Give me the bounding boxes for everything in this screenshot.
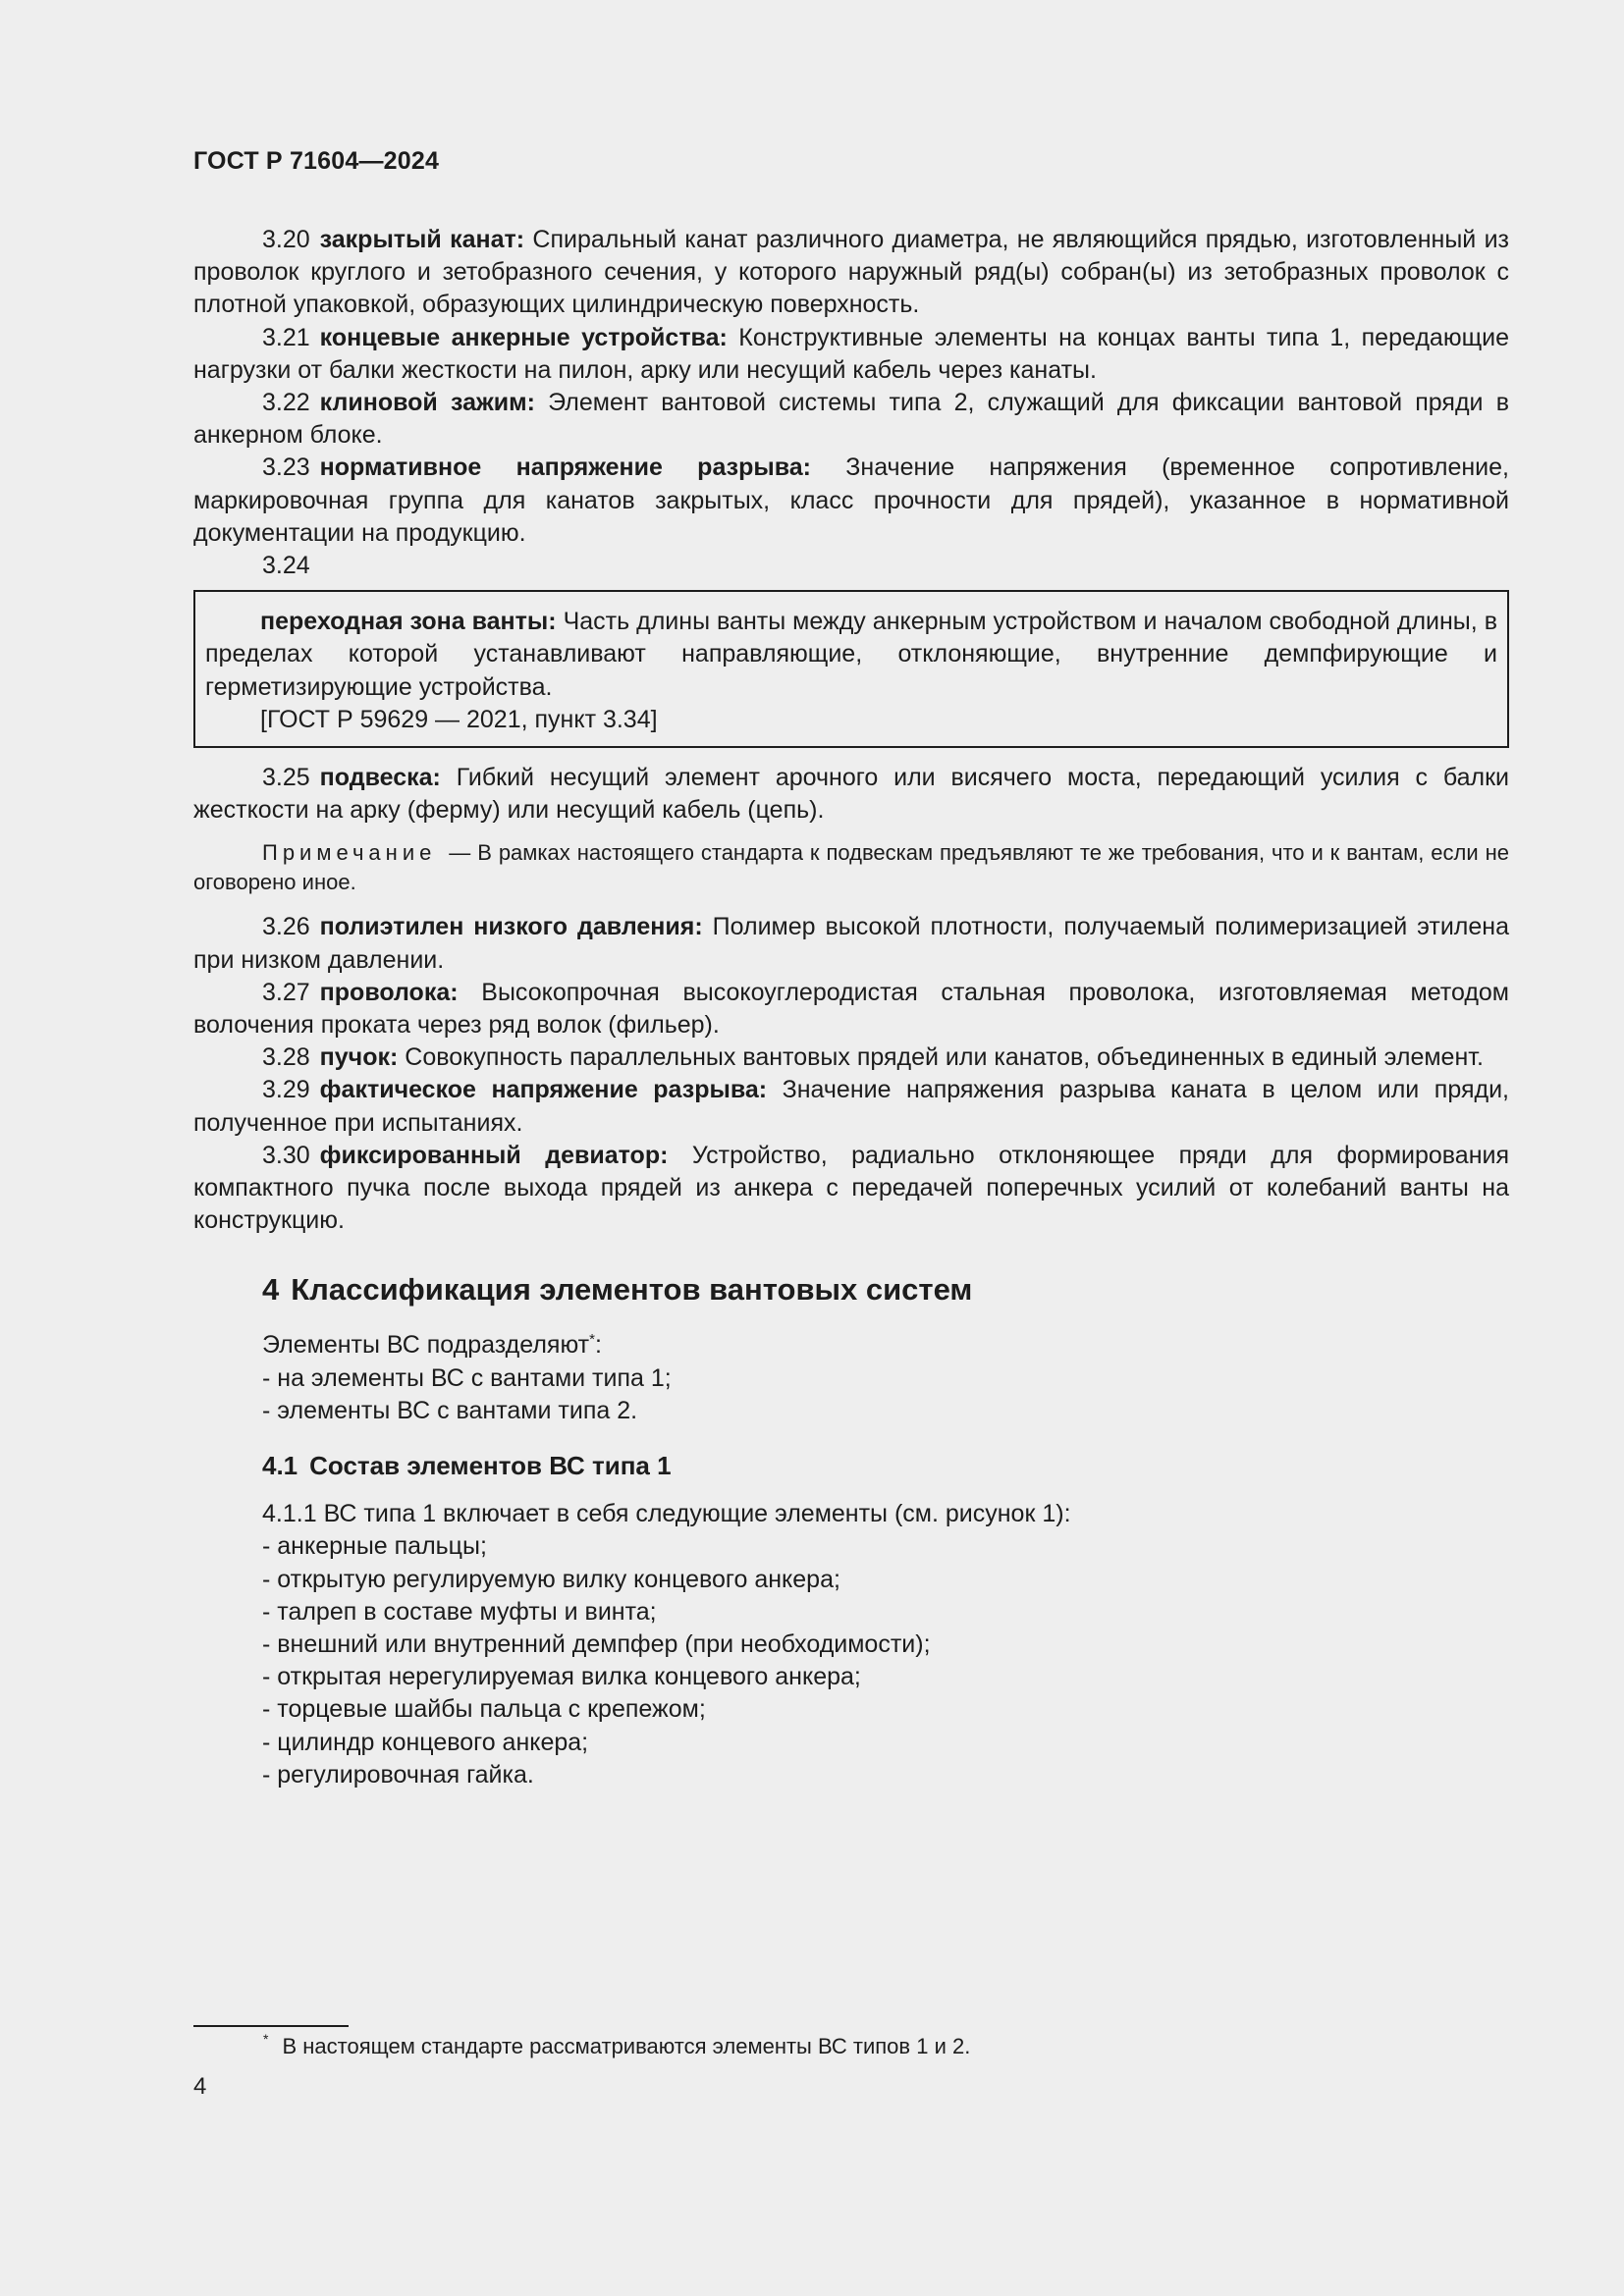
term-definition [193,387,1509,452]
document-header: ГОСТ Р 71604—2024 [193,147,440,175]
term-name: клиновой зажим: [319,389,535,417]
list-item: - открытую регулируемую вилку концевого анкера; [262,1565,840,1593]
section-4-1-heading [262,1449,1509,1482]
section-4-heading [262,1270,1509,1309]
term-name: фиксированный девиатор: [319,1141,669,1169]
term-name: подвеска: [319,764,441,792]
list-item: - талреп в составе муфты и винта; [262,1597,657,1626]
clause-4-1-1 [262,1498,1509,1530]
term-name: нормативное напряжение разрыва: [319,454,811,482]
note-dash: — [449,840,471,866]
subsection-number: 4.1 [262,1451,298,1481]
term-name: закрытый канат: [319,226,525,253]
term-definition [193,1140,1509,1238]
term-number: 3.21 [262,323,310,351]
terms-group-a [193,224,1509,550]
quoted-term-box [193,590,1509,748]
term-text: Спиральный канат различного диаметра, не являющийся прядью, изготовленный из проволок круглого и зетобразного сечения, у которого наружный ряд(ы) собран(ы) из зетобразных проволок с плотной упаковкой, образующих цилиндрическую поверхность. [193,226,1509,319]
term-text: Гибкий несущий элемент арочного или висячего моста, передающий усилия с балки жесткости на арку (ферму) или несущий кабель (цепь). [193,764,1509,825]
term-text: Совокупность параллельных вантовых прядей или канатов, объединенных в единый элемент. [405,1043,1484,1072]
list-item: - анкерные пальцы; [262,1532,487,1561]
term-definition [193,911,1509,976]
section-title: Классификация элементов вантовых систем [291,1272,973,1308]
term-definition [193,977,1509,1041]
document-body [193,224,1509,1791]
term-definition [193,452,1509,550]
term-text: Полимер высокой плотности, получаемый полимеризацией этилена при низком давлении. [193,913,1509,974]
term-number: 3.22 [262,389,310,417]
section-4-1-list [193,1530,1509,1791]
term-text: Значение напряжения разрыва каната в целом или пряди, полученное при испытаниях. [193,1076,1509,1137]
list-item: - торцевые шайбы пальца с крепежом; [262,1695,706,1724]
note-text: В рамках настоящего стандарта к подвескам предъявляют те же требования, что и к вантам, если не оговорено иное. [193,840,1509,895]
intro-colon: : [594,1331,602,1360]
subsection-title: Состав элементов ВС типа 1 [309,1451,672,1481]
list-item: - внешний или внутренний демпфер (при необходимости); [262,1629,931,1658]
list-item: - элементы ВС с вантами типа 2. [262,1396,638,1424]
term-number: 3.20 [262,226,310,253]
clause-text: ВС типа 1 включает в себя следующие элементы (см. рисунок 1): [323,1500,1071,1528]
clause-number: 4.1.1 [262,1500,317,1528]
term-number: 3.25 [262,764,310,792]
term-number: 3.30 [262,1141,310,1169]
term-reference: [ГОСТ Р 59629 — 2021, пункт 3.34] [260,705,658,733]
list-item: - открытая нерегулируемая вилка концевого анкера; [262,1663,861,1691]
term-number: 3.26 [262,913,310,941]
term-definition [193,322,1509,387]
term-number: 3.28 [262,1043,310,1072]
term-text: Высокопрочная высокоуглеродистая стальная проволока, изготовляемая методом волочения проката через ряд волок (фильер). [193,978,1509,1040]
term-number: 3.29 [262,1076,310,1104]
term-name: полиэтилен низкого давления: [319,913,703,941]
term-definition [193,224,1509,322]
footnote-marker: * [263,2031,269,2047]
term-definition [193,1041,1509,1074]
footnote [263,2032,970,2061]
term-definition [205,606,1497,704]
term-text: Устройство, радиально отклоняющее пряди для формирования компактного пучка после выхода прядей из анкера с передачей поперечных усилий от колебаний ванты на конструкцию. [193,1141,1510,1235]
section-number: 4 [262,1272,280,1308]
term-text: Конструктивные элементы на концах ванты типа 1, передающие нагрузки от балки жесткости на пилон, арку или несущий кабель через канаты. [193,323,1510,384]
list-item: - на элементы ВС с вантами типа 1; [262,1363,672,1392]
term-number: 3.27 [262,978,310,1006]
term-name: пучок: [319,1043,399,1072]
term-number-3-24: 3.24 [262,552,310,580]
term-number: 3.23 [262,454,310,482]
page-number: 4 [193,2073,207,2100]
term-name: фактическое напряжение разрыва: [319,1076,768,1104]
note-label: Примечание [262,840,437,866]
term-text: Значение напряжения (временное сопротивление, маркировочная группа для канатов закрытых, класс прочности для прядей), указанное в нормативной документации на продукцию. [193,454,1509,547]
term-name: переходная зона ванты: [260,608,557,636]
note [193,838,1509,897]
section-4-intro [262,1329,1509,1362]
term-definition [193,1074,1509,1139]
term-text: Часть длины ванты между анкерным устройством и началом свободной длины, в пределах которой устанавливают направляющие, отклоняющие, внутренние демпфирующие и герметизирующие устройства. [205,608,1498,701]
term-text: Элемент вантовой системы типа 2, служащий для фиксации вантовой пряди в анкерном блоке. [193,389,1509,450]
intro-text: Элементы ВС подразделяют [262,1331,590,1360]
footnote-text: В настоящем стандарте рассматриваются элементы ВС типов 1 и 2. [282,2034,971,2058]
section-4-list [193,1362,1509,1427]
footnote-mark: * [589,1331,595,1349]
term-definition [193,762,1509,827]
list-item: - цилиндр концевого анкера; [262,1728,589,1756]
term-name: концевые анкерные устройства: [319,323,728,351]
list-item: - регулировочная гайка. [262,1760,534,1789]
term-name: проволока: [319,978,459,1006]
footnote-separator [193,2025,349,2027]
terms-group-b [193,911,1509,1237]
